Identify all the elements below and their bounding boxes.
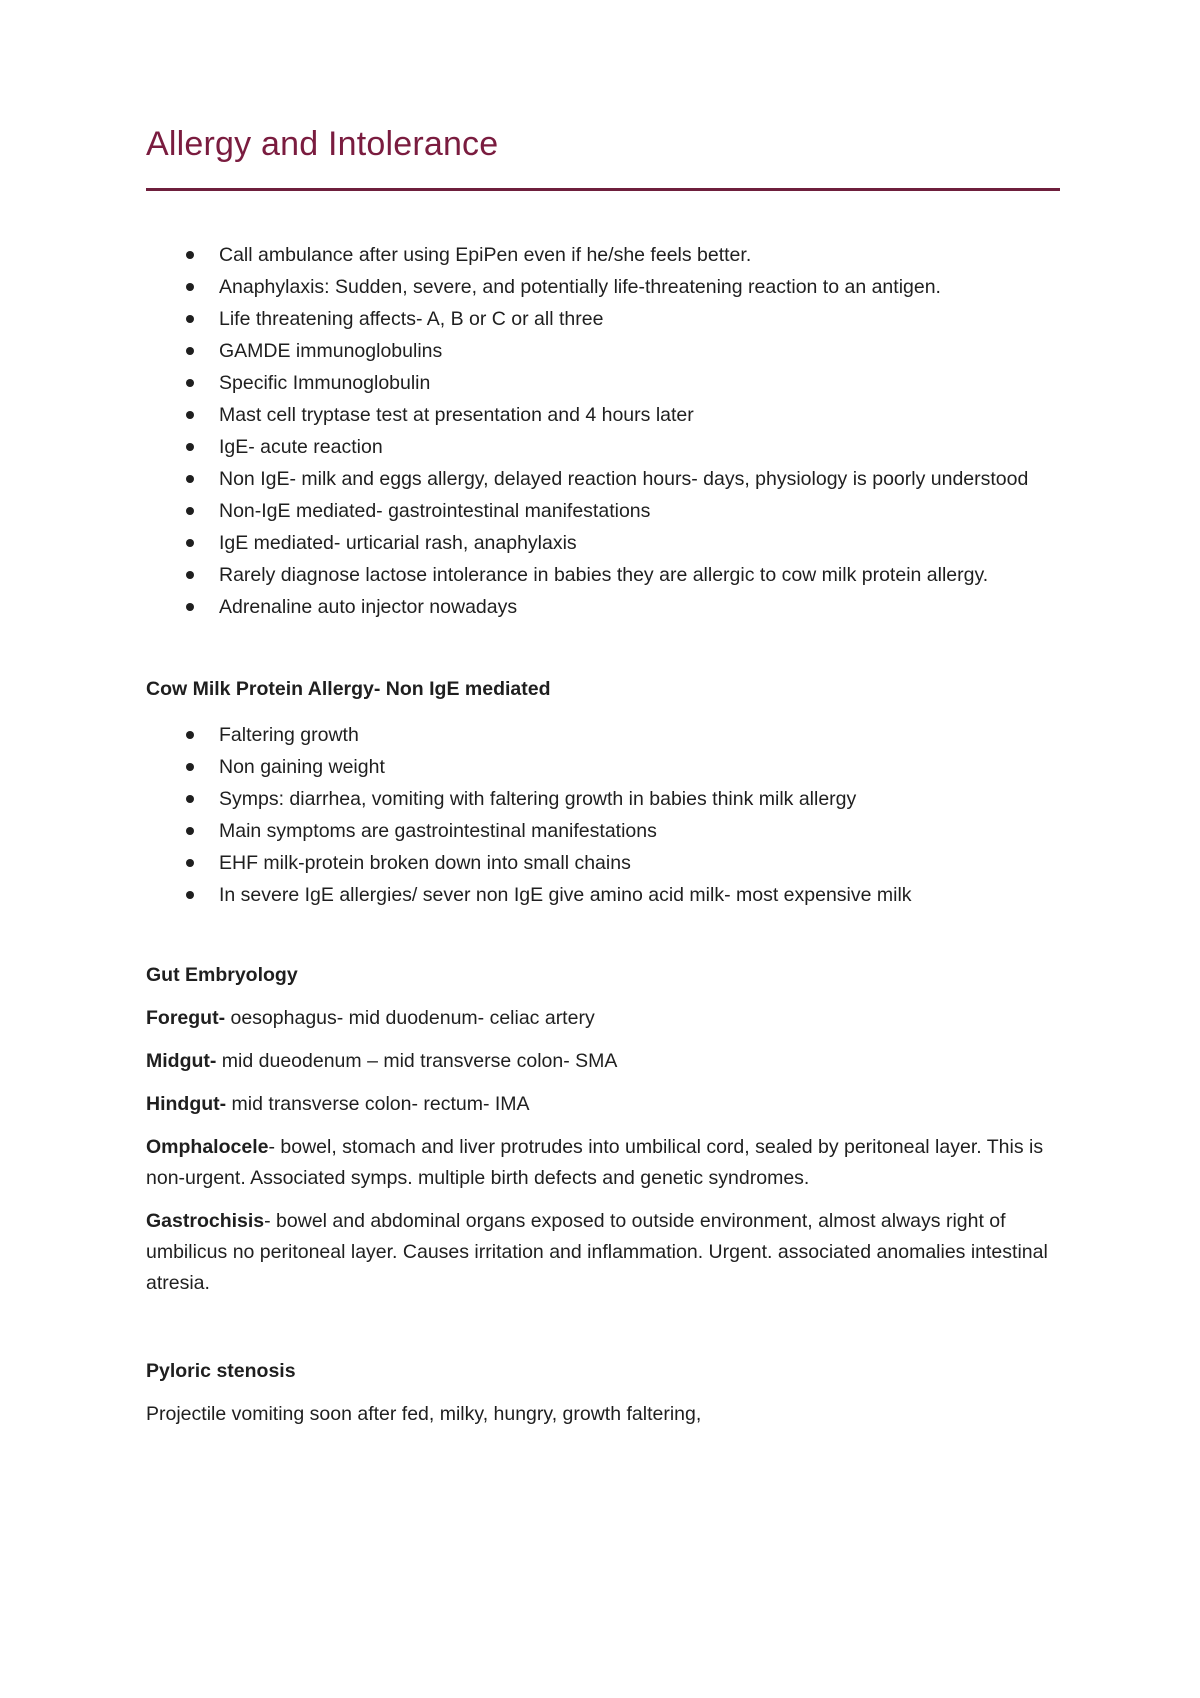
- list-item: IgE mediated- urticarial rash, anaphylaxis: [219, 527, 1060, 559]
- cmpa-bullet-list: [146, 719, 1060, 911]
- gastrochisis-term: Gastrochisis: [146, 1210, 265, 1232]
- pyloric-stenosis-heading: Pyloric stenosis: [146, 1360, 296, 1382]
- list-item: Symps: diarrhea, vomiting with faltering growth in babies think milk allergy: [219, 783, 1060, 815]
- midgut-paragraph: [146, 1046, 1060, 1077]
- omphalocele-term: Omphalocele: [146, 1136, 269, 1158]
- list-item: Non gaining weight: [219, 751, 1060, 783]
- midgut-text: mid dueodenum – mid transverse colon- SMA: [216, 1050, 618, 1072]
- foregut-paragraph: [146, 1003, 1060, 1034]
- list-item: In severe IgE allergies/ sever non IgE give amino acid milk- most expensive milk: [219, 879, 1060, 911]
- gastrochisis-text: - bowel and abdominal organs exposed to outside environment, almost always right of umbilicus no peritoneal layer. Causes irritation and inflammation. Urgent. associated anomalies intestinal atresia.: [146, 1210, 1048, 1294]
- list-item: Adrenaline auto injector nowadays: [219, 591, 1060, 623]
- allergy-bullet-list: [146, 239, 1060, 623]
- list-item: Main symptoms are gastrointestinal manifestations: [219, 815, 1060, 847]
- list-item: Non IgE- milk and eggs allergy, delayed reaction hours- days, physiology is poorly understood: [219, 463, 1060, 495]
- list-item: EHF milk-protein broken down into small chains: [219, 847, 1060, 879]
- list-item: GAMDE immunoglobulins: [219, 335, 1060, 367]
- cmpa-heading: Cow Milk Protein Allergy- Non IgE mediated: [146, 678, 551, 700]
- gastrochisis-paragraph: [146, 1206, 1060, 1299]
- hindgut-term: Hindgut-: [146, 1093, 227, 1115]
- list-item: Mast cell tryptase test at presentation and 4 hours later: [219, 399, 1060, 431]
- pyloric-stenosis-paragraph: Projectile vomiting soon after fed, milky, hungry, growth faltering,: [146, 1403, 702, 1425]
- hindgut-paragraph: [146, 1089, 1060, 1120]
- list-item: Faltering growth: [219, 719, 1060, 751]
- list-item: Rarely diagnose lactose intolerance in babies they are allergic to cow milk protein allergy.: [219, 559, 1060, 591]
- page-title: Allergy and Intolerance: [146, 125, 499, 163]
- title-underline: [146, 188, 1060, 191]
- foregut-term: Foregut-: [146, 1007, 226, 1029]
- list-item: Call ambulance after using EpiPen even if he/she feels better.: [219, 239, 1060, 271]
- list-item: Specific Immunoglobulin: [219, 367, 1060, 399]
- list-item: Life threatening affects- A, B or C or all three: [219, 303, 1060, 335]
- omphalocele-paragraph: [146, 1132, 1060, 1194]
- list-item: IgE- acute reaction: [219, 431, 1060, 463]
- hindgut-text: mid transverse colon- rectum- IMA: [226, 1093, 530, 1115]
- midgut-term: Midgut-: [146, 1050, 217, 1072]
- list-item: Non-IgE mediated- gastrointestinal manifestations: [219, 495, 1060, 527]
- foregut-text: oesophagus- mid duodenum- celiac artery: [225, 1007, 595, 1029]
- gut-embryology-heading: Gut Embryology: [146, 964, 298, 986]
- list-item: Anaphylaxis: Sudden, severe, and potentially life-threatening reaction to an antigen.: [219, 271, 1060, 303]
- omphalocele-text: - bowel, stomach and liver protrudes into umbilical cord, sealed by peritoneal layer. This is non-urgent. Associated symps. multiple birth defects and genetic syndromes.: [146, 1136, 1044, 1189]
